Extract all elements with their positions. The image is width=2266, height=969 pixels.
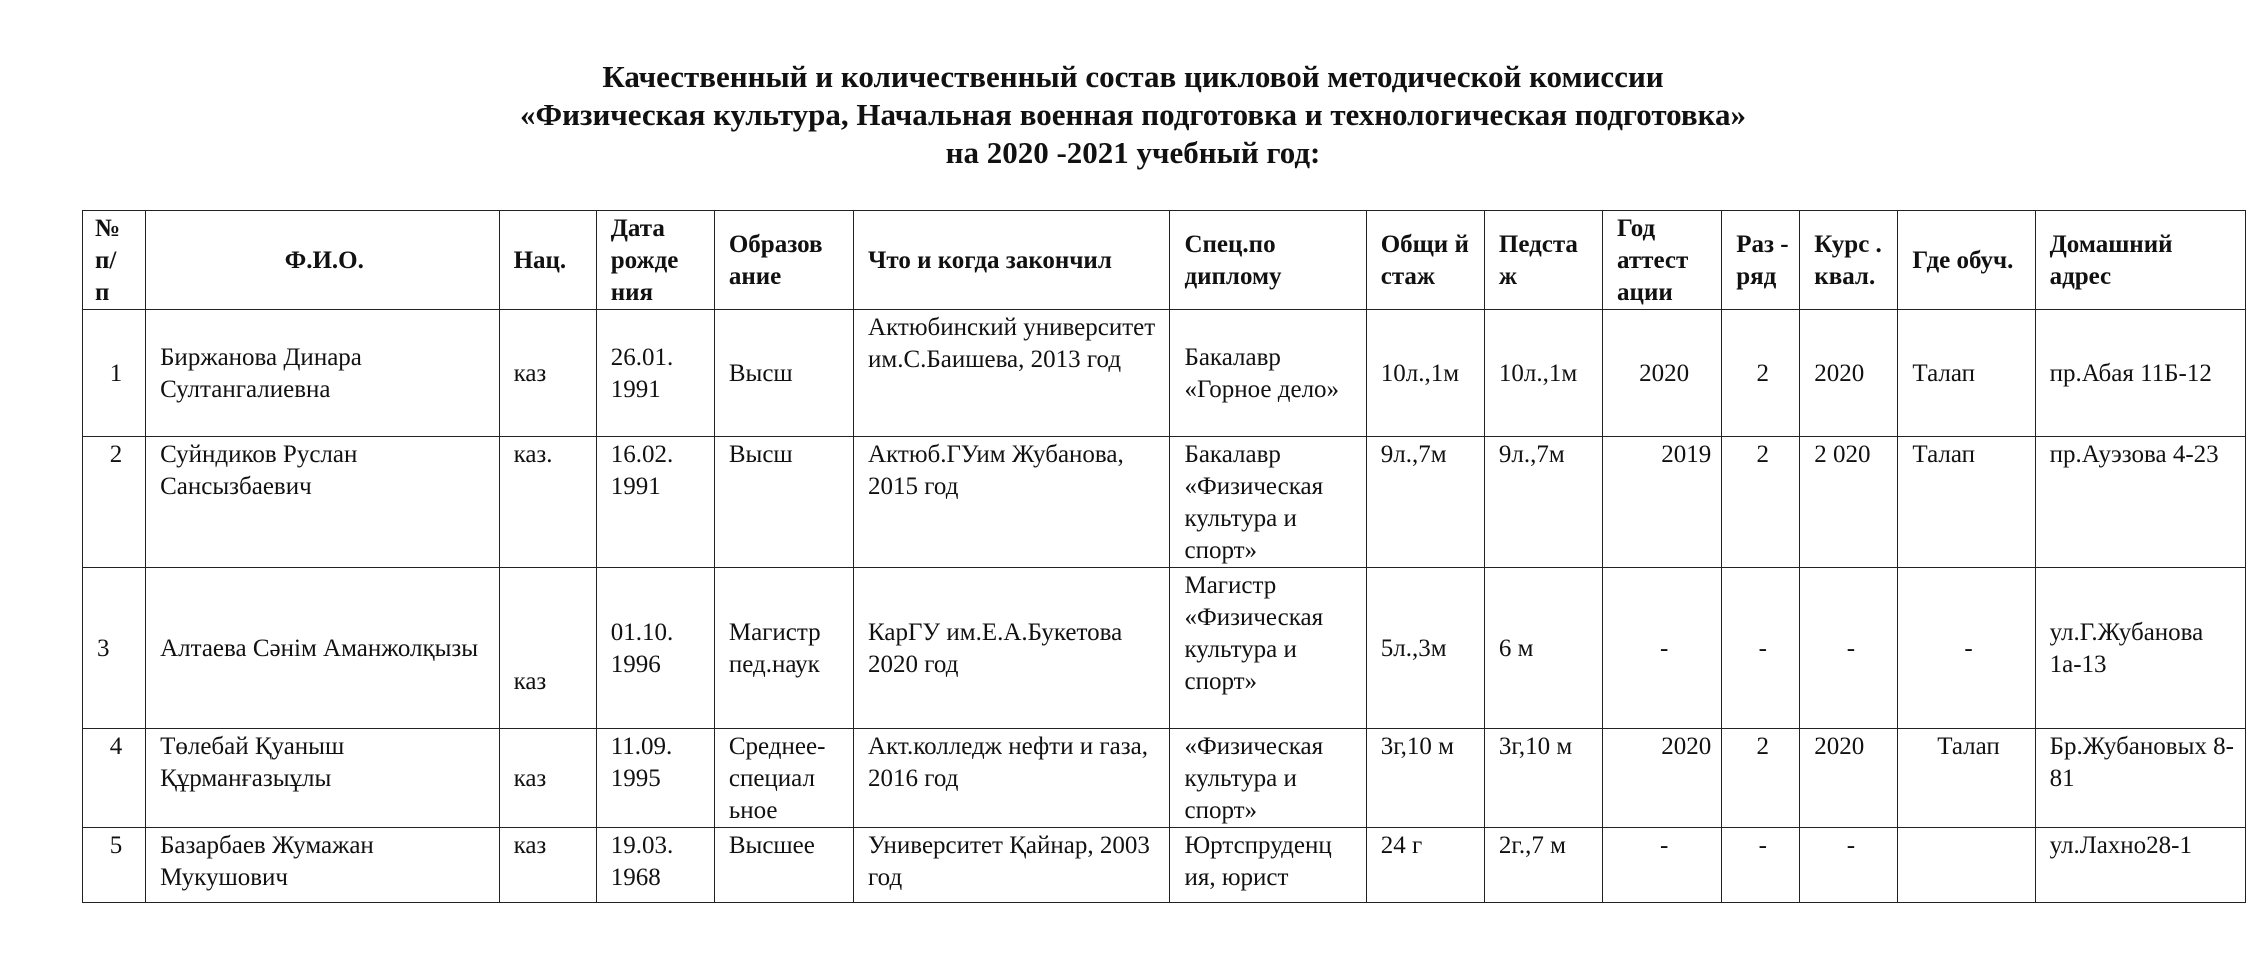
cell-birth-date: 16.02. 1991	[596, 437, 714, 568]
cell-attestation-year: -	[1603, 568, 1722, 729]
table-header-row	[83, 211, 2246, 310]
cell-fio: Биржанова Динара Султангалиевна	[146, 310, 499, 437]
table-row	[83, 568, 2246, 729]
header-education: Образов ание	[714, 211, 853, 310]
cell-teaching-experience: 3г,10 м	[1484, 729, 1602, 828]
header-total-experience: Общи й стаж	[1366, 211, 1484, 310]
cell-nationality: каз	[499, 729, 596, 828]
cell-attestation-year: 2020	[1603, 310, 1722, 437]
cell-graduated: Университет Қайнар, 2003 год	[854, 828, 1170, 903]
table-row	[83, 437, 2246, 568]
cell-rank: 2	[1722, 437, 1800, 568]
header-birth-date: Дата рожде ния	[596, 211, 714, 310]
cell-nationality: каз.	[499, 437, 596, 568]
header-graduated: Что и когда закончил	[854, 211, 1170, 310]
cell-specialty: Магистр «Физическая культура и спорт»	[1170, 568, 1366, 729]
cell-home-address: пр.Ауэзова 4-23	[2035, 437, 2245, 568]
cell-teaching-experience: 2г.,7 м	[1484, 828, 1602, 903]
cell-num: 3	[83, 568, 146, 729]
cell-home-address: ул.Г.Жубанова 1а-13	[2035, 568, 2245, 729]
cell-fio: Алтаева Сәнім Аманжолқызы	[146, 568, 499, 729]
cell-specialty: «Физическая культура и спорт»	[1170, 729, 1366, 828]
cell-education: Среднее-специал ьное	[714, 729, 853, 828]
document-title	[0, 58, 2266, 172]
title-line-1: Качественный и количественный состав цикловой методической комиссии	[602, 59, 1664, 94]
cell-birth-date: 01.10. 1996	[596, 568, 714, 729]
table-row	[83, 828, 2246, 903]
title-line-2: «Физическая культура, Начальная военная подготовка и технологическая подготовка»	[520, 97, 1746, 132]
cell-total-experience: 5л.,3м	[1366, 568, 1484, 729]
cell-teaching-experience: 9л.,7м	[1484, 437, 1602, 568]
cell-birth-date: 26.01. 1991	[596, 310, 714, 437]
cell-specialty: Бакалавр «Горное дело»	[1170, 310, 1366, 437]
cell-num: 4	[83, 729, 146, 828]
cell-teaching-experience: 6 м	[1484, 568, 1602, 729]
cell-course: 2 020	[1800, 437, 1898, 568]
cell-fio: Төлебай Қуаныш Құрманғазыұлы	[146, 729, 499, 828]
header-num: № п/ п	[83, 211, 146, 310]
cell-nationality: каз	[499, 828, 596, 903]
cell-graduated: Акт.колледж нефти и газа, 2016 год	[854, 729, 1170, 828]
header-where-trained: Где обуч.	[1898, 211, 2035, 310]
cell-graduated: Актюбинский университет им.С.Баишева, 2013 год	[854, 310, 1170, 437]
header-home-address: Домашний адрес	[2035, 211, 2245, 310]
cell-course: -	[1800, 828, 1898, 903]
cell-where-trained: Талап	[1898, 729, 2035, 828]
header-rank: Раз - ряд	[1722, 211, 1800, 310]
cell-home-address: ул.Лахно28-1	[2035, 828, 2245, 903]
cell-total-experience: 10л.,1м	[1366, 310, 1484, 437]
cell-rank: -	[1722, 828, 1800, 903]
cell-specialty: Бакалавр «Физическая культура и спорт»	[1170, 437, 1366, 568]
cell-course: -	[1800, 568, 1898, 729]
cell-birth-date: 19.03. 1968	[596, 828, 714, 903]
cell-rank: 2	[1722, 310, 1800, 437]
cell-total-experience: 9л.,7м	[1366, 437, 1484, 568]
cell-graduated: Актюб.ГУим Жубанова, 2015 год	[854, 437, 1170, 568]
cell-attestation-year: -	[1603, 828, 1722, 903]
cell-num: 5	[83, 828, 146, 903]
staff-table	[82, 210, 2246, 903]
cell-education: Высш	[714, 310, 853, 437]
cell-where-trained: Талап	[1898, 310, 2035, 437]
cell-total-experience: 3г,10 м	[1366, 729, 1484, 828]
header-nationality: Нац.	[499, 211, 596, 310]
cell-graduated: КарГУ им.Е.А.Букетова 2020 год	[854, 568, 1170, 729]
cell-course: 2020	[1800, 729, 1898, 828]
header-attestation-year: Год аттест ации	[1603, 211, 1722, 310]
cell-attestation-year: 2019	[1603, 437, 1722, 568]
cell-where-trained: Талап	[1898, 437, 2035, 568]
title-line-3: на 2020 -2021 учебный год:	[945, 135, 1321, 170]
cell-teaching-experience: 10л.,1м	[1484, 310, 1602, 437]
cell-education: Высш	[714, 437, 853, 568]
table-row	[83, 729, 2246, 828]
cell-fio: Суйндиков Руслан Сансызбаевич	[146, 437, 499, 568]
cell-education: Магистр пед.наук	[714, 568, 853, 729]
cell-where-trained	[1898, 828, 2035, 903]
cell-home-address: пр.Абая 11Б-12	[2035, 310, 2245, 437]
cell-specialty: Юртспруденц ия, юрист	[1170, 828, 1366, 903]
table-row	[83, 310, 2246, 437]
cell-total-experience: 24 г	[1366, 828, 1484, 903]
cell-rank: -	[1722, 568, 1800, 729]
cell-rank: 2	[1722, 729, 1800, 828]
cell-where-trained: -	[1898, 568, 2035, 729]
cell-education: Высшее	[714, 828, 853, 903]
cell-fio: Базарбаев Жумажан Мукушович	[146, 828, 499, 903]
cell-home-address: Бр.Жубановых 8-81	[2035, 729, 2245, 828]
header-course: Курс . квал.	[1800, 211, 1898, 310]
cell-num: 1	[83, 310, 146, 437]
cell-num: 2	[83, 437, 146, 568]
header-fio: Ф.И.О.	[146, 211, 499, 310]
cell-nationality: каз	[499, 310, 596, 437]
cell-nationality: каз	[499, 568, 596, 729]
cell-birth-date: 11.09. 1995	[596, 729, 714, 828]
header-teaching-experience: Педста ж	[1484, 211, 1602, 310]
cell-course: 2020	[1800, 310, 1898, 437]
cell-attestation-year: 2020	[1603, 729, 1722, 828]
header-specialty: Спец.по диплому	[1170, 211, 1366, 310]
